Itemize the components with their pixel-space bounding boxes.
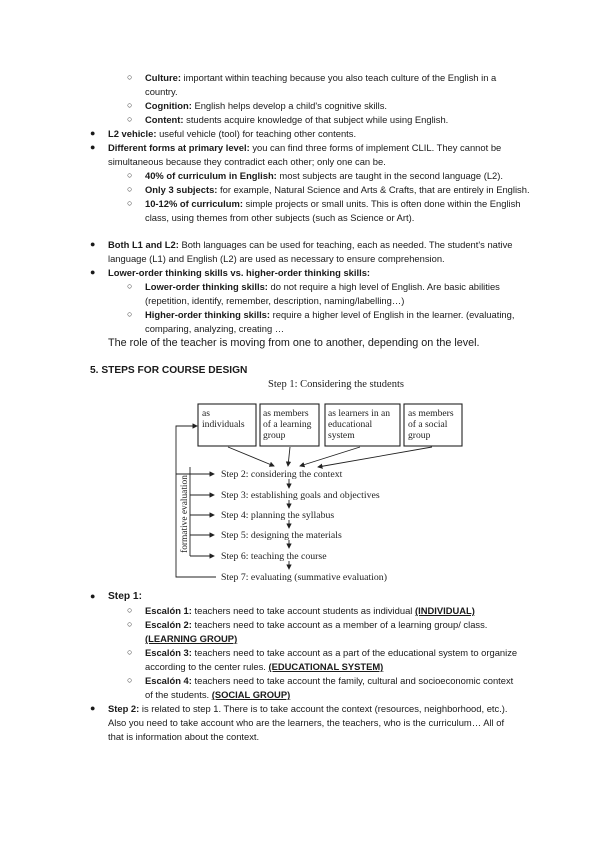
step-1-label: Step 1: <box>108 591 142 602</box>
teacher-role-text: The role of the teacher is moving from one to another, depending on the level. <box>108 337 480 349</box>
step-1-heading <box>108 590 142 603</box>
form-1-text: most subjects are taught in the second language (L2). <box>276 170 503 181</box>
forms-text: you can find three forms of implement CLIL. They cannot be <box>249 142 502 153</box>
box-social-group-line2: of a social <box>408 419 448 430</box>
escalon-4-cont <box>145 688 290 701</box>
circle-bullet-icon: ○ <box>127 72 133 82</box>
escalon-3-label: Escalón 3: <box>145 647 192 658</box>
escalon-3-text: teachers need to take account as a part of the educational system to organize <box>191 647 518 658</box>
step-5-label: Step 5: designing the materials <box>221 530 342 541</box>
dot-bullet-icon: ● <box>90 142 96 152</box>
step-2-label: Step 2: considering the context <box>221 469 343 480</box>
form-3-cont: class, using themes from other subjects (such as Science or Art). <box>145 212 415 223</box>
dot-bullet-icon: ● <box>90 267 96 277</box>
circle-bullet-icon: ○ <box>127 100 133 110</box>
both-label: Both L1 and L2: <box>108 239 179 250</box>
step-2-cont-1: Also you need to take account who are the learners, the teachers, who is the curriculum… All of <box>108 717 505 728</box>
circle-bullet-icon: ○ <box>127 184 133 194</box>
circle-bullet-icon: ○ <box>127 647 133 657</box>
lower-order-text: do not require a high level of English. Are basic abilities <box>267 281 500 292</box>
box-educational-system-line3: system <box>328 430 355 441</box>
circle-bullet-icon: ○ <box>127 605 133 615</box>
formative-evaluation-label: formative evaluation <box>180 475 190 553</box>
cognition-text: English helps develop a child's cognitive skills. <box>191 100 387 111</box>
culture-label: Culture: <box>145 72 181 83</box>
escalon-1-item <box>145 604 475 617</box>
escalon-4-text: teachers need to take account the family, cultural and socioeconomic context <box>191 675 514 686</box>
step-2-item <box>108 702 508 715</box>
escalon-2-item <box>145 618 487 631</box>
arrow-individuals <box>228 447 274 466</box>
escalon-4-cont-text: of the students. <box>145 689 212 700</box>
content-text: students acquire knowledge of that subject while using English. <box>183 114 449 125</box>
both-cont: language (L1) and English (L2) are used as necessary to ensure comprehension. <box>108 253 445 264</box>
step-4-label: Step 4: planning the syllabus <box>221 510 335 521</box>
step-2-notes-label: Step 2: <box>108 703 140 714</box>
box-educational-system-line1: as learners in an <box>328 408 391 419</box>
section-5-heading: 5. STEPS FOR COURSE DESIGN <box>90 365 248 376</box>
circle-bullet-icon: ○ <box>127 198 133 208</box>
step-3-label: Step 3: establishing goals and objectives <box>221 490 380 501</box>
higher-order-label: Higher-order thinking skills: <box>145 309 271 320</box>
escalon-1-tag: (INDIVIDUAL) <box>414 605 475 616</box>
dot-bullet-icon: ● <box>90 128 96 138</box>
escalon-4-item <box>145 674 513 687</box>
escalon-2-label: Escalón 2: <box>145 619 192 630</box>
both-text: Both languages can be used for teaching, each as needed. The student's native <box>178 239 513 250</box>
escalon-4-label: Escalón 4: <box>145 675 192 686</box>
dot-bullet-icon: ● <box>90 239 96 249</box>
escalon-3-cont <box>145 660 383 673</box>
step-6-label: Step 6: teaching the course <box>221 551 327 562</box>
arrow-learning-group <box>288 447 290 466</box>
higher-order-cont: comparing, analyzing, creating … <box>145 323 285 334</box>
dot-bullet-icon: ● <box>90 703 96 713</box>
box-individuals-line2: individuals <box>202 419 245 430</box>
diagram-title: Step 1: Considering the students <box>268 379 404 390</box>
escalon-1-text: teachers need to take account students as individual <box>191 605 415 616</box>
circle-bullet-icon: ○ <box>127 309 133 319</box>
step-7-label: Step 7: evaluating (summative evaluation) <box>221 572 387 583</box>
arrow-social-group <box>318 447 432 467</box>
arrow-educational-system <box>300 447 360 466</box>
escalon-1-label: Escalón 1: <box>145 605 192 616</box>
escalon-3-item <box>145 646 517 659</box>
content-label: Content: <box>145 114 184 125</box>
forms-label: Different forms at primary level: <box>108 142 250 153</box>
higher-order-text: require a higher level of English in the learner. (evaluating, <box>270 309 515 320</box>
circle-bullet-icon: ○ <box>127 170 133 180</box>
l2-text: useful vehicle (tool) for teaching other contents. <box>156 128 357 139</box>
box-educational-system-line2: educational <box>328 419 373 430</box>
culture-text: important within teaching because you also teach culture of the English in a <box>180 72 497 83</box>
escalon-2-text: teachers need to take account as a member of a learning group/ class. <box>191 619 488 630</box>
box-social-group-line3: group <box>408 430 431 441</box>
box-learning-group-line3: group <box>263 430 286 441</box>
l2-label: L2 vehicle: <box>108 128 157 139</box>
lower-order-label: Lower-order thinking skills: <box>145 281 268 292</box>
box-social-group-line1: as members <box>408 408 454 419</box>
circle-bullet-icon: ○ <box>127 114 133 124</box>
box-individuals-line1: as <box>202 408 210 419</box>
escalon-2-cont <box>145 632 237 645</box>
escalon-3-cont-text: according to the center rules. <box>145 661 269 672</box>
box-learning-group-line1: as members <box>263 408 309 419</box>
circle-bullet-icon: ○ <box>127 281 133 291</box>
lower-order-cont: (repetition, identify, remember, description, naming/labelling…) <box>145 295 405 306</box>
culture-cont: country. <box>145 86 178 97</box>
forms-cont: simultaneous because they contradict each other; only one can be. <box>108 156 386 167</box>
thinking-skills-label: Lower-order thinking skills vs. higher-order thinking skills: <box>108 267 371 278</box>
circle-bullet-icon: ○ <box>127 675 133 685</box>
box-learning-group-line2: of a learning <box>263 419 312 430</box>
step-2-cont-2: that is information about the context. <box>108 731 260 742</box>
escalon-4-tag: (SOCIAL GROUP) <box>211 689 291 700</box>
dot-bullet-icon: ● <box>90 591 96 601</box>
form-1-label: 40% of curriculum in English: <box>145 170 277 181</box>
escalon-2-tag: (LEARNING GROUP) <box>145 633 238 644</box>
cognition-label: Cognition: <box>145 100 192 111</box>
circle-bullet-icon: ○ <box>127 619 133 629</box>
escalon-3-tag: (EDUCATIONAL SYSTEM) <box>268 661 384 672</box>
form-3-text: simple projects or small units. This is often done within the English <box>242 198 521 209</box>
form-2-text: for example, Natural Science and Arts & Crafts, that are entirely in English. <box>217 184 530 195</box>
step-2-notes-text: is related to step 1. There is to take account the context (resources, neighborhood, etc.). <box>139 703 508 714</box>
form-2-label: Only 3 subjects: <box>145 184 218 195</box>
form-3-label: 10-12% of curriculum: <box>145 198 243 209</box>
